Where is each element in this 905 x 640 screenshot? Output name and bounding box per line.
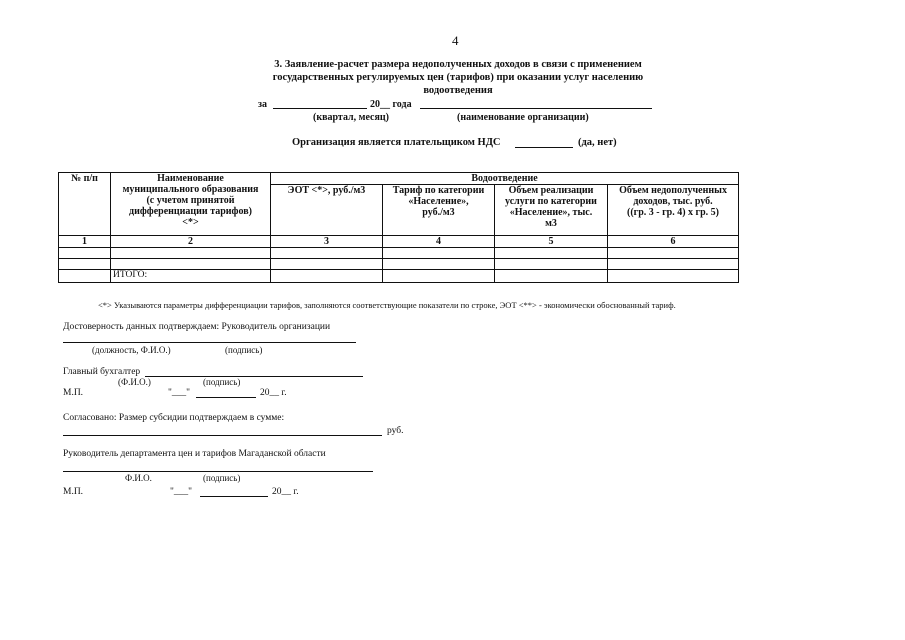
table-cell[interactable]: [608, 270, 739, 283]
table-cell[interactable]: [111, 259, 271, 270]
position-fio-caption: (должность, Ф.И.О.): [92, 345, 171, 355]
stamp-label: М.П.: [63, 388, 84, 398]
table-cell[interactable]: [383, 270, 495, 283]
table-cell[interactable]: [383, 259, 495, 270]
period-caption: (квартал, месяц): [313, 112, 389, 123]
head-department-line: [63, 471, 373, 472]
signature-caption: (подпись): [225, 345, 263, 355]
currency-label: руб.: [387, 426, 404, 436]
table-cell[interactable]: [383, 248, 495, 259]
column-number-row: [59, 236, 739, 248]
fio-caption: Ф.И.О.: [125, 473, 152, 483]
table-row: [59, 259, 739, 270]
header-tariff: Тариф по категории «Население», руб./м3: [383, 185, 495, 236]
organization-blank-line: [420, 108, 652, 109]
period-blank-line: [273, 108, 367, 109]
table-row: [59, 248, 739, 259]
table-cell[interactable]: [271, 248, 383, 259]
column-number: 3: [271, 236, 383, 248]
organization-caption: (наименование организации): [457, 112, 589, 123]
table-cell[interactable]: [59, 270, 111, 283]
table-cell[interactable]: [271, 270, 383, 283]
header-municipality: Наименование муниципального образования (с учетом принятой дифференциации тарифов) <*>: [111, 173, 271, 236]
year-label: 20__ года: [370, 99, 412, 110]
total-label: ИТОГО:: [111, 270, 271, 283]
header-lost-income: Объем недополученных доходов, тыс. руб. ((гр. 3 - гр. 4) х гр. 5): [608, 185, 739, 236]
title-line-1: 3. Заявление-расчет размера недополученных доходов в связи с применением: [274, 59, 642, 70]
column-number: 4: [383, 236, 495, 248]
header-eot: ЭОТ <*>, руб./м3: [271, 185, 383, 236]
table-cell[interactable]: [495, 259, 608, 270]
signature-caption: (подпись): [203, 377, 241, 387]
period-prefix: за: [258, 99, 268, 110]
date-day-mask: "___": [168, 388, 191, 398]
date-month-line: [200, 496, 268, 497]
column-number: 2: [111, 236, 271, 248]
table-cell[interactable]: [608, 259, 739, 270]
table-header-row: [59, 173, 739, 185]
chief-accountant-line: [145, 376, 363, 377]
column-number: 5: [495, 236, 608, 248]
date-month-line: [196, 397, 256, 398]
page-number: 4: [452, 33, 459, 48]
stamp-label: М.П.: [63, 487, 84, 497]
table-cell[interactable]: [271, 259, 383, 270]
header-number: № п/п: [59, 173, 111, 236]
fio-caption: (Ф.И.О.): [118, 377, 151, 387]
header-volume: Объем реализации услуги по категории «Население», тыс. м3: [495, 185, 608, 236]
manager-signature-line: [63, 342, 356, 343]
table-cell[interactable]: [59, 248, 111, 259]
column-number: 6: [608, 236, 739, 248]
confirm-label: Достоверность данных подтверждаем: Руководитель организации: [63, 322, 331, 332]
date-year-mask: 20__ г.: [272, 487, 299, 497]
table-cell[interactable]: [111, 248, 271, 259]
date-day-mask: "___": [170, 487, 193, 497]
chief-accountant-label: Главный бухгалтер: [63, 367, 141, 377]
column-number: 1: [59, 236, 111, 248]
table-cell[interactable]: [59, 259, 111, 270]
table-cell[interactable]: [495, 270, 608, 283]
total-row: [59, 270, 739, 283]
vat-blank-line: [515, 147, 573, 148]
table-cell[interactable]: [495, 248, 608, 259]
subsidy-table: [58, 172, 739, 283]
header-group-sewerage: Водоотведение: [271, 173, 739, 185]
date-year-mask: 20__ г.: [260, 388, 287, 398]
title-line-2: государственных регулируемых цен (тарифов) при оказании услуг населению: [272, 72, 644, 83]
vat-hint: (да, нет): [578, 137, 617, 148]
title-line-3: водоотведения: [423, 85, 493, 96]
subsidy-amount-line: [63, 435, 382, 436]
head-department-label: Руководитель департамента цен и тарифов Магаданской области: [63, 449, 326, 459]
document-title: [150, 58, 766, 97]
agreed-label: Согласовано: Размер субсидии подтверждаем в сумме:: [63, 413, 285, 423]
signature-caption: (подпись): [203, 473, 241, 483]
table-cell[interactable]: [608, 248, 739, 259]
footnote: <*> Указываются параметры дифференциации тарифов, заполняются соответствующие показатели по строке, ЭОТ <**> - экономически обоснованный тариф.: [98, 300, 676, 310]
vat-label: Организация является плательщиком НДС: [292, 137, 501, 148]
